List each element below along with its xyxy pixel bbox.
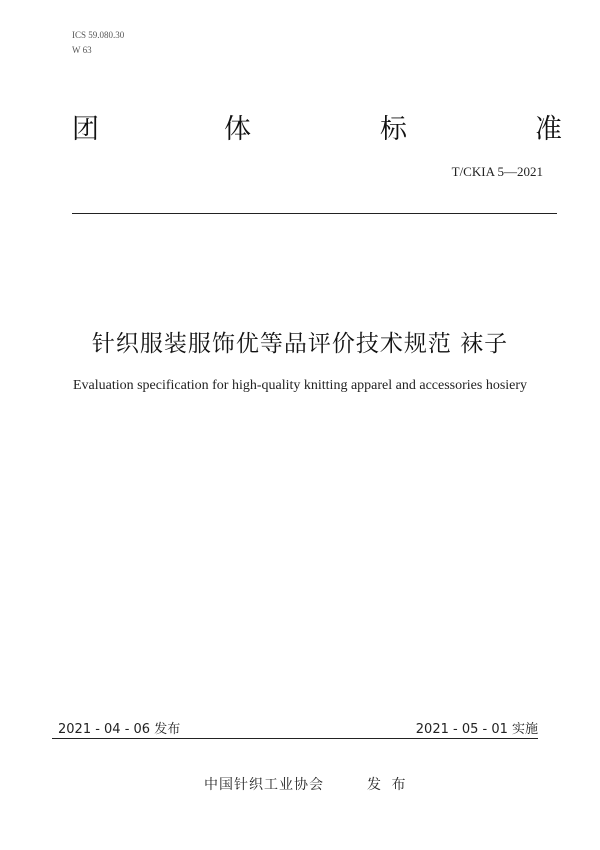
standard-type-char: 标 [380,114,407,145]
publish-label: 发 布 [367,777,409,793]
standard-type-char: 体 [224,114,251,145]
ics-code: ICS 59.080.30 [72,30,125,40]
standard-type-char: 准 [535,114,562,145]
implementation-date: 2021 - 05 - 01 实施 [415,722,538,737]
standard-code: T/CKIA 5—2021 [451,164,543,179]
document-title-cn: 针织服装服饰优等品评价技术规范 袜子 [91,331,509,357]
top-divider [72,213,557,214]
ccs-code: W 63 [72,45,92,55]
bottom-divider [52,738,538,739]
issue-date: 2021 - 04 - 06 发布 [58,722,181,737]
standard-type-heading [72,113,562,153]
publisher-name: 中国针织工业协会 [204,777,324,793]
standard-type-char: 团 [72,114,99,145]
document-title-en: Evaluation specification for high-quality knitting apparel and accessories hosiery [72,378,528,393]
